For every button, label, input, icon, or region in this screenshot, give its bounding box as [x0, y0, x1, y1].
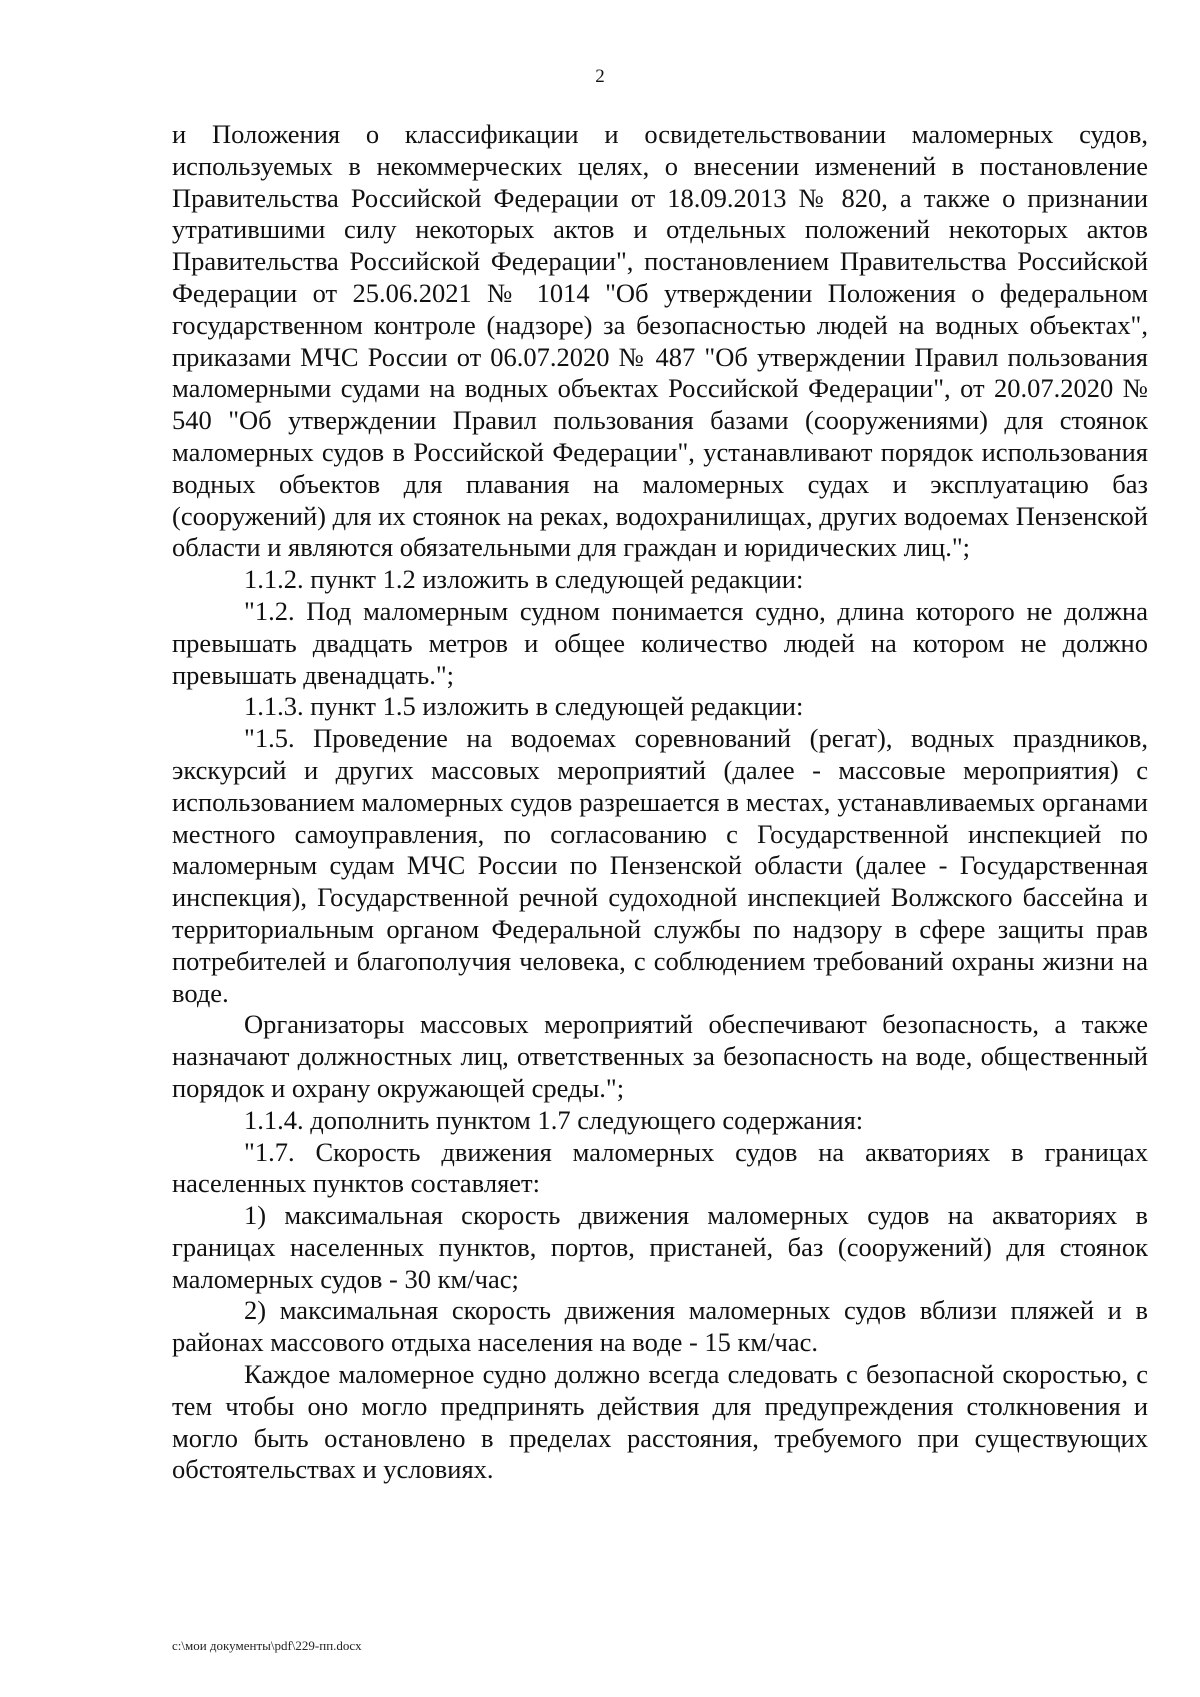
- paragraph-item-1-1-4: 1.1.4. дополнить пунктом 1.7 следующего содержания:: [244, 1104, 864, 1135]
- page-number: 2: [595, 66, 605, 87]
- footer-file-path: c:\мои документы\pdf\229-пп.docx: [172, 1638, 362, 1653]
- paragraph-organizers: Организаторы массовых мероприятий обеспечивают безопасность, а также назначают должностных лиц, ответственных за безопасность на воде, общественный порядок и охрану окружающей среды.";: [172, 1009, 1148, 1103]
- paragraph-clause-1-7: "1.7. Скорость движения маломерных судов на акваториях в границах населенных пунктов составляет:: [172, 1136, 1148, 1199]
- paragraph-clause-1-5: "1.5. Проведение на водоемах соревнований (регат), водных праздников, экскурсий и других массовых мероприятий (далее - массовые мероприятия) с использованием маломерных судов разрешается в местах, устанавливаемых органами местного самоуправления, по согласованию с Государственной инспекцией по маломерным судам МЧС России по Пензенской области (далее - Государственная инспекция), Государственной речной судоходной инспекцией Волжского бассейна и территориальным органом Федеральной службы по надзору в сфере защиты прав потребителей и благополучия человека, с соблюдением требований охраны жизни на воде.: [172, 723, 1148, 1008]
- paragraph-speed-limit-2: 2) максимальная скорость движения маломерных судов вблизи пляжей и в районах массового отдыха населения на воде - 15 км/час.: [172, 1295, 1148, 1358]
- document-body: [172, 119, 1148, 1486]
- paragraph-speed-limit-1: 1) максимальная скорость движения маломерных судов на акваториях в границах населенных пунктов, портов, пристаней, баз (сооружений) для стоянок маломерных судов - 30 км/час;: [172, 1200, 1148, 1294]
- paragraph-item-1-1-3: 1.1.3. пункт 1.5 изложить в следующей редакции:: [244, 691, 804, 722]
- paragraph-regulations-continuation: и Положения о классификации и освидетельствовании маломерных судов, используемых в некоммерческих целях, о внесении изменений в постановление Правительства Российской Федерации от 18.09.2013 № 820, а также о признании утратившими силу некоторых актов и отдельных положений некоторых актов Правительства Российской Федерации", постановлением Правительства Российской Федерации от 25.06.2021 № 1014 "Об утверждении Положения о федеральном государственном контроле (надзоре) за безопасностью людей на водных объектах", приказами МЧС России от 06.07.2020 № 487 "Об утверждении Правил пользования маломерными судами на водных объектах Российской Федерации", от 20.07.2020 № 540 "Об утверждении Правил пользования базами (сооружениями) для стоянок маломерных судов в Российской Федерации", устанавливают порядок использования водных объектов для плавания на маломерных судах и эксплуатацию баз (сооружений) для их стоянок на реках, водохранилищах, других водоемах Пензенской области и являются обязательными для граждан и юридических лиц.";: [172, 119, 1148, 563]
- paragraph-clause-1-2: "1.2. Под маломерным судном понимается судно, длина которого не должна превышать двадцать метров и общее количество людей на котором не должно превышать двенадцать.";: [172, 595, 1148, 690]
- paragraph-safe-speed: Каждое маломерное судно должно всегда следовать с безопасной скоростью, с тем чтобы оно могло предпринять действия для предупреждения столкновения и могло быть остановлено в пределах расстояния, требуемого при существующих обстоятельствах и условиях.: [172, 1359, 1148, 1485]
- paragraph-item-1-1-2: 1.1.2. пункт 1.2 изложить в следующей редакции:: [244, 564, 804, 595]
